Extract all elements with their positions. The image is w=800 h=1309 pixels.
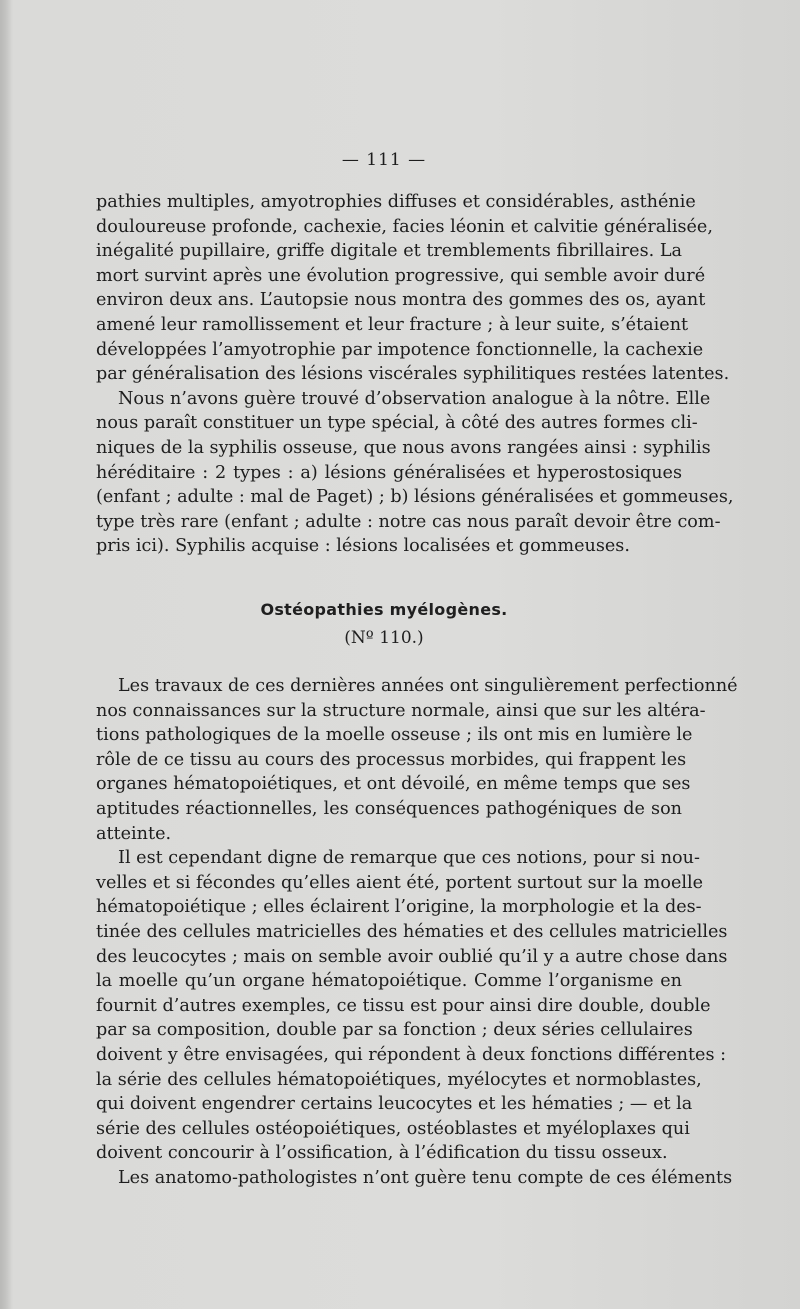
text-line: Les anatomo-pathologistes n’ont guère tenu compte de ces éléments [118, 1167, 733, 1188]
text-line: organes hématopoiétiques, et ont dévoilé, en même temps que ses [96, 774, 691, 795]
text-line: mort survint après une évolution progressive, qui semble avoir duré [96, 265, 706, 286]
text-line: environ deux ans. L’autopsie nous montra des gommes des os, ayant [96, 290, 706, 311]
paragraph-block-2 [96, 674, 738, 1190]
text-line: aptitudes réactionnelles, les conséquences pathogéniques de son [96, 798, 682, 819]
text-line: nos connaissances sur la structure normale, ainsi que sur les altéra- [96, 700, 706, 721]
text-line: (enfant ; adulte : mal de Paget) ; b) lésions généralisées et gommeuses, [96, 487, 734, 508]
text-line: doivent concourir à l’ossification, à l’édification du tissu osseux. [96, 1143, 668, 1164]
text-line: velles et si fécondes qu’elles aient été, portent surtout sur la moelle [96, 872, 704, 893]
paragraph-block-1 [96, 190, 734, 559]
text-line: par généralisation des lésions viscérales syphilitiques restées latentes. [96, 364, 730, 385]
text-line: Nous n’avons guère trouvé d’observation analogue à la nôtre. Elle [118, 388, 711, 409]
text-line: série des cellules ostéopoiétiques, ostéoblastes et myéloplaxes qui [96, 1118, 690, 1139]
text-line: niques de la syphilis osseuse, que nous avons rangées ainsi : syphilis [96, 437, 711, 458]
text-line: amené leur ramollissement et leur fracture ; à leur suite, s’étaient [96, 314, 689, 335]
text-line: rôle de ce tissu au cours des processus morbides, qui frappent les [96, 749, 687, 770]
text-line: des leucocytes ; mais on semble avoir oublié qu’il y a autre chose dans [96, 946, 728, 967]
text-line: Les travaux de ces dernières années ont singulièrement perfectionné [118, 676, 738, 696]
text-line: douloureuse profonde, cachexie, facies léonin et calvitie généralisée, [96, 216, 713, 237]
text-line: pris ici). Syphilis acquise : lésions localisées et gommeuses. [96, 536, 630, 557]
section-heading: Ostéopathies myélogènes. [260, 600, 508, 619]
text-line: qui doivent engendrer certains leucocytes et les hématies ; — et la [96, 1094, 693, 1115]
page-number: — 111 — [341, 150, 427, 170]
text-line: pathies multiples, amyotrophies diffuses et considérables, asthénie [96, 192, 696, 212]
text-line: héréditaire : 2 types : a) lésions généralisées et hyperostosiques [96, 462, 682, 483]
text-line: nous paraît constituer un type spécial, à côté des autres formes cli- [96, 413, 698, 434]
text-line: type très rare (enfant ; adulte : notre cas nous paraît devoir être com- [96, 511, 721, 532]
text-line: Il est cependant digne de remarque que ces notions, pour si nou- [118, 848, 700, 869]
text-line: tions pathologiques de la moelle osseuse ; ils ont mis en lumière le [96, 725, 693, 746]
text-line: développées l’amyotrophie par impotence fonctionnelle, la cachexie [96, 339, 704, 360]
text-line: par sa composition, double par sa fonction ; deux séries cellulaires [96, 1020, 693, 1041]
text-line: la série des cellules hématopoiétiques, myélocytes et normoblastes, [96, 1069, 702, 1090]
text-line: la moelle qu’un organe hématopoiétique. Comme l’organisme en [96, 971, 682, 992]
text-line: doivent y être envisagées, qui répondent à deux fonctions différentes : [96, 1044, 726, 1065]
section-reference-number: (Nº 110.) [344, 628, 424, 648]
text-line: hématopoiétique ; elles éclairent l’origine, la morphologie et la des- [96, 897, 702, 918]
page-binding-shadow [0, 0, 12, 1309]
text-line: tinée des cellules matricielles des hématies et des cellules matricielles [96, 921, 728, 942]
text-line: fournit d’autres exemples, ce tissu est pour ainsi dire double, double [96, 995, 711, 1016]
text-line: inégalité pupillaire, griffe digitale et tremblements fibrillaires. La [96, 241, 682, 262]
text-line: atteinte. [96, 823, 172, 844]
